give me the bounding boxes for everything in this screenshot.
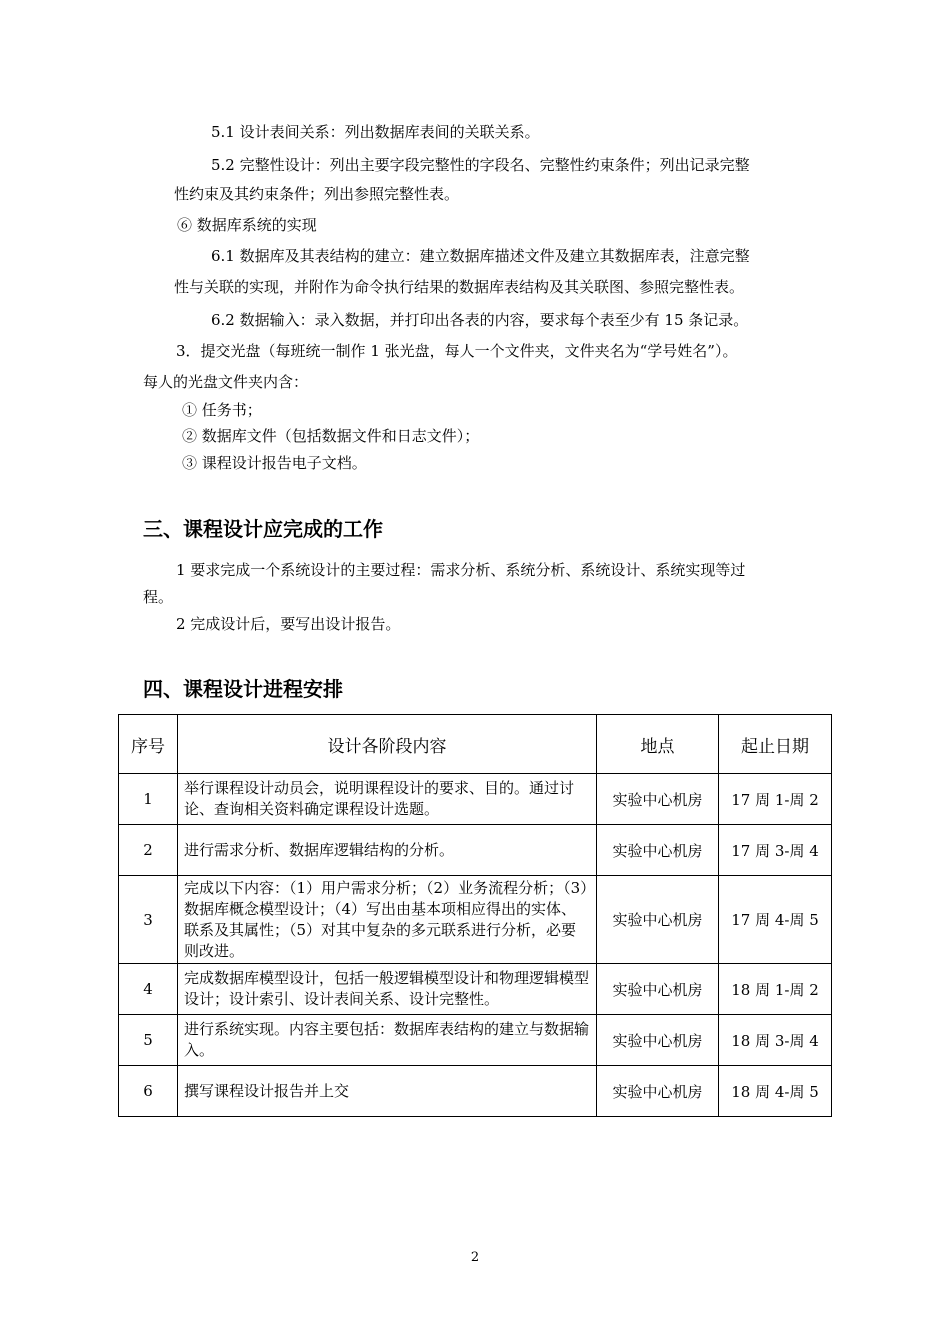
row-date: 18 周 1-周 2	[719, 964, 832, 1015]
section-3-heading: 三、课程设计应完成的工作	[143, 517, 383, 541]
row-place: 实验中心机房	[597, 774, 719, 825]
row-date: 17 周 3-周 4	[719, 825, 832, 876]
text-sec3-1: 1 要求完成一个系统设计的主要过程：需求分析、系统分析、系统设计、系统实现等过	[176, 561, 746, 579]
row-content: 举行课程设计动员会，说明课程设计的要求、目的。通过讨论、查询相关资料确定课程设计选题。	[178, 774, 597, 825]
row-date: 18 周 3-周 4	[719, 1015, 832, 1066]
text-5-2-cont: 性约束及其约束条件；列出参照完整性表。	[174, 185, 460, 203]
row-no: 1	[119, 774, 178, 825]
row-content: 进行系统实现。内容主要包括：数据库表结构的建立与数据输入。	[178, 1015, 597, 1066]
text-submit-disc: 3．提交光盘（每班统一制作 1 张光盘，每人一个文件夹，文件夹名为“学号姓名”）。	[176, 342, 738, 360]
row-date: 17 周 1-周 2	[719, 774, 832, 825]
table-row	[119, 964, 832, 1015]
text-disc-item-2: ② 数据库文件（包括数据文件和日志文件）；	[182, 427, 480, 445]
row-place: 实验中心机房	[597, 964, 719, 1015]
row-place: 实验中心机房	[597, 825, 719, 876]
header-place: 地点	[597, 715, 719, 774]
header-content: 设计各阶段内容	[178, 715, 597, 774]
table-row	[119, 1015, 832, 1066]
row-date: 17 周 4-周 5	[719, 876, 832, 964]
row-place: 实验中心机房	[597, 876, 719, 964]
page-number: 2	[470, 1250, 480, 1265]
row-content: 完成以下内容：（1）用户需求分析；（2）业务流程分析；（3）数据库概念模型设计；（4）写出由基本项相应得出的实体、联系及其属性；（5）对其中复杂的多元联系进行分析，必要则改进。	[178, 876, 597, 964]
header-no: 序号	[119, 715, 178, 774]
text-5-1: 5.1 设计表间关系：列出数据库表间的关联关系。	[211, 123, 540, 141]
row-place: 实验中心机房	[597, 1066, 719, 1117]
text-item-6: ⑥ 数据库系统的实现	[177, 216, 317, 234]
table-row	[119, 876, 832, 964]
row-no: 6	[119, 1066, 178, 1117]
table-row	[119, 1066, 832, 1117]
row-no: 2	[119, 825, 178, 876]
text-5-2: 5.2 完整性设计：列出主要字段完整性的字段名、完整性约束条件；列出记录完整	[211, 156, 750, 174]
schedule-table	[118, 714, 832, 1117]
row-place: 实验中心机房	[597, 1015, 719, 1066]
header-date: 起止日期	[719, 715, 832, 774]
text-6-2: 6.2 数据输入：录入数据，并打印出各表的内容，要求每个表至少有 15 条记录。	[211, 311, 749, 329]
section-4-heading: 四、课程设计进程安排	[143, 677, 343, 701]
table-row	[119, 825, 832, 876]
row-no: 4	[119, 964, 178, 1015]
text-6-1: 6.1 数据库及其表结构的建立：建立数据库描述文件及建立其数据库表，注意完整	[211, 247, 750, 265]
row-content: 撰写课程设计报告并上交	[178, 1066, 597, 1117]
row-no: 5	[119, 1015, 178, 1066]
row-content: 完成数据库模型设计，包括一般逻辑模型设计和物理逻辑模型设计；设计索引、设计表间关系、设计完整性。	[178, 964, 597, 1015]
text-sec3-2: 2 完成设计后，要写出设计报告。	[176, 615, 401, 633]
row-content: 进行需求分析、数据库逻辑结构的分析。	[178, 825, 597, 876]
text-6-1-cont: 性与关联的实现，并附作为命令执行结果的数据库表结构及其关联图、参照完整性表。	[174, 278, 745, 296]
text-disc-item-1: ① 任务书；	[182, 401, 262, 419]
text-disc-contents: 每人的光盘文件夹内含：	[143, 373, 309, 391]
row-no: 3	[119, 876, 178, 964]
text-sec3-1-cont: 程。	[143, 588, 174, 606]
table-row	[119, 774, 832, 825]
table-header-row	[119, 715, 832, 774]
text-disc-item-3: ③ 课程设计报告电子文档。	[182, 454, 367, 472]
row-date: 18 周 4-周 5	[719, 1066, 832, 1117]
